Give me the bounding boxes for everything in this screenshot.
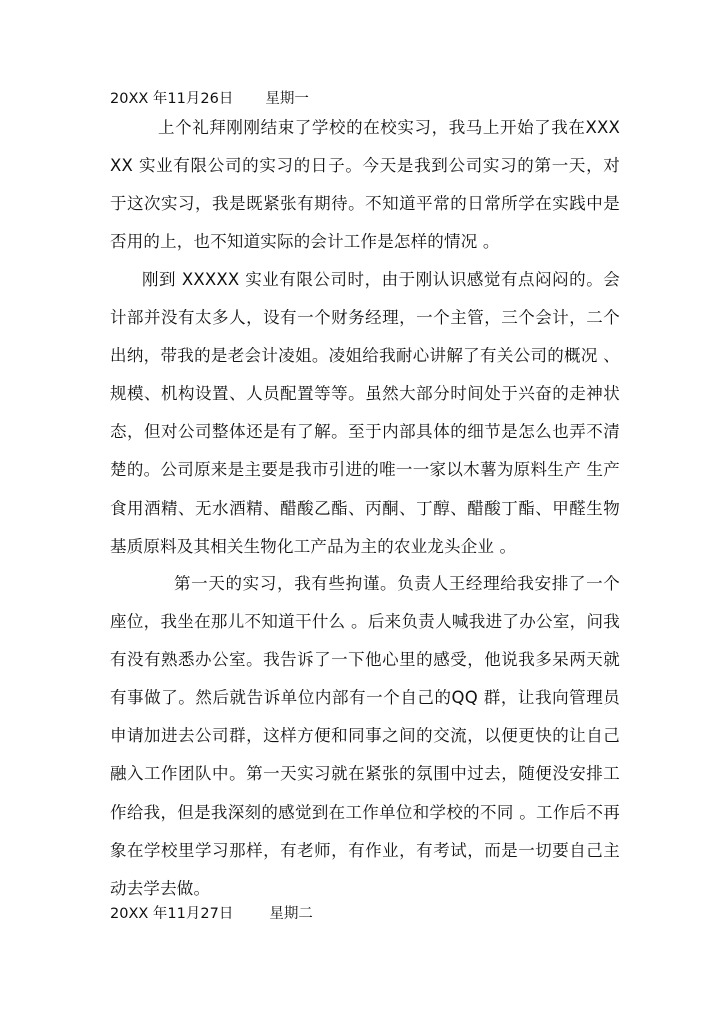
entry-weekday: 星期二 (269, 906, 313, 922)
paragraph: 上个礼拜刚刚结束了学校的在校实习，我马上开始了我在XXXXX 实业有限公司的实习的日子。今天是我到公司实习的第一天，对于这次实习，我是既紧张有期待。不知道平常的日常所学在实践中是否用的上，也不知道实际的会计工作是怎样的情况 。 (110, 118, 620, 252)
entry-weekday: 星期一 (265, 91, 309, 107)
entry-date: 20XX 年11月27日 (110, 906, 234, 922)
entry-date-line (110, 904, 313, 924)
entry-date-line (110, 89, 309, 109)
paragraph: 刚到 XXXXX 实业有限公司时，由于刚认识感觉有点闷闷的。会计部并没有太多人，设有一个财务经理，一个主管，三个会计，二个出纳，带我的是老会计凌姐。凌姐给我耐心讲解了有关公司的概况 、规模、机构设置、人员配置等等。虽然大部分时间处于兴奋的走神状态，但对公司整体还是有了解。至于内部具体的细节是怎么也弄不清楚的。公司原来是主要是我市引进的唯一一家以木薯为原料生产 生产食用酒精、无水酒精、醋酸乙酯、丙酮、丁醇、醋酸丁酯、甲醛生物基质原料及其相关生物化工产品为主的农业龙头企业 。 (110, 270, 620, 556)
entry-date: 20XX 年11月26日 (110, 91, 234, 107)
paragraph: 第一天的实习，我有些拘谨。负责人王经理给我安排了一个座位，我坐在那儿不知道干什么 。后来负责人喊我进了办公室，问我有没有熟悉办公室。我告诉了一下他心里的感受，他说我多呆两天就有事做了。然后就告诉单位内部有一个自己的QQ 群，让我向管理员申请加进去公司群，这样方便和同事之间的交流，以便更快的让自己融入工作团队中。第一天实习就在紧张的氛围中过去，随便没安排工作给我，但是我深刻的感觉到在工作单位和学校的不同 。工作后不再象在学校里学习那样，有老师，有作业，有考试，而是一切要自己主动去学去做。 (110, 574, 620, 898)
